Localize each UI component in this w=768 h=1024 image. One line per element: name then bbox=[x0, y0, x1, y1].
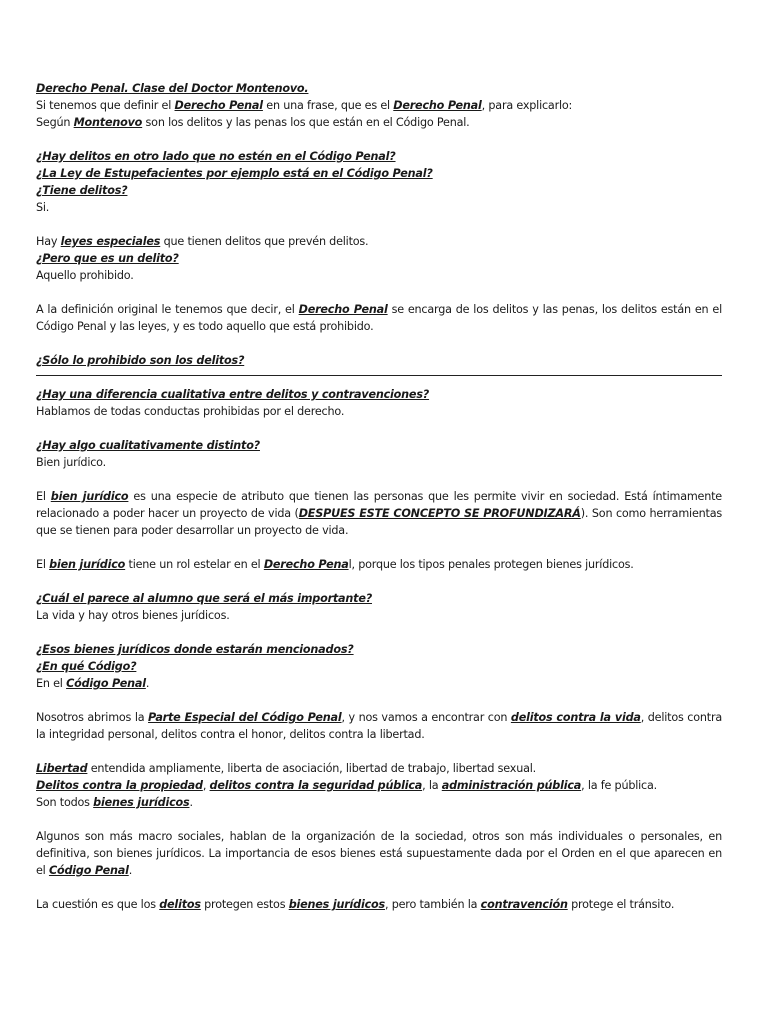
paragraph: Son todos bienes jurídicos. bbox=[36, 796, 193, 809]
document-page bbox=[36, 80, 722, 913]
paragraph: Algunos son más macro sociales, hablan de la organización de la sociedad, otros son más individuales o personales, en definitiva, son bienes jurídicos. La importancia de esos bienes está supuestamente dada por el Orden en el que aparecen en el Código Penal. bbox=[36, 830, 722, 877]
question: ¿En qué Código? bbox=[36, 660, 137, 673]
answer: Bien jurídico. bbox=[36, 456, 106, 469]
question: ¿Tiene delitos? bbox=[36, 184, 128, 197]
paragraph: Libertad entendida ampliamente, liberta de asociación, libertad de trabajo, libertad sexual. bbox=[36, 762, 537, 775]
paragraph: En el Código Penal. bbox=[36, 677, 150, 690]
paragraph: Hay leyes especiales que tienen delitos que prevén delitos. bbox=[36, 235, 369, 248]
paragraph: El bien jurídico tiene un rol estelar en el Derecho Penal, porque los tipos penales protegen bienes jurídicos. bbox=[36, 558, 634, 571]
answer: Si. bbox=[36, 201, 50, 214]
paragraph: Según Montenovo son los delitos y las penas los que están en el Código Penal. bbox=[36, 116, 470, 129]
question: ¿Cuál el parece al alumno que será el más importante? bbox=[36, 592, 372, 605]
paragraph: Delitos contra la propiedad, delitos contra la seguridad pública, la administración pública, la fe pública. bbox=[36, 779, 658, 792]
document-title: Derecho Penal. Clase del Doctor Montenovo. bbox=[36, 82, 309, 95]
paragraph: Nosotros abrimos la Parte Especial del Código Penal, y nos vamos a encontrar con delitos contra la vida, delitos contra la integridad personal, delitos contra el honor, delitos contra la libertad. bbox=[36, 711, 723, 741]
question: ¿Pero que es un delito? bbox=[36, 252, 179, 265]
answer: Hablamos de todas conductas prohibidas por el derecho. bbox=[36, 405, 345, 418]
paragraph: El bien jurídico es una especie de atributo que tienen las personas que les permite vivir en sociedad. Está íntimamente relacionado a poder hacer un proyecto de vida (DESPUES ESTE CONCEPTO SE PROFUNDIZARÁ). Son como herramientas que se tienen para poder desarrollar un proyecto de vida. bbox=[36, 490, 722, 537]
paragraph: La cuestión es que los delitos protegen estos bienes jurídicos, pero también la contravención protege el tránsito. bbox=[36, 898, 675, 911]
question: ¿Hay delitos en otro lado que no estén en el Código Penal? bbox=[36, 150, 396, 163]
horizontal-rule bbox=[36, 375, 722, 376]
answer: Aquello prohibido. bbox=[36, 269, 134, 282]
question: ¿La Ley de Estupefacientes por ejemplo está en el Código Penal? bbox=[36, 167, 433, 180]
paragraph: Si tenemos que definir el Derecho Penal en una frase, que es el Derecho Penal, para explicarlo: bbox=[36, 99, 573, 112]
question: ¿Sólo lo prohibido son los delitos? bbox=[36, 354, 245, 367]
answer: La vida y hay otros bienes jurídicos. bbox=[36, 609, 230, 622]
question: ¿Hay una diferencia cualitativa entre delitos y contravenciones? bbox=[36, 388, 430, 401]
question: ¿Hay algo cualitativamente distinto? bbox=[36, 439, 260, 452]
paragraph: A la definición original le tenemos que decir, el Derecho Penal se encarga de los delitos y las penas, los delitos están en el Código Penal y las leyes, y es todo aquello que está prohibido. bbox=[36, 303, 722, 333]
question: ¿Esos bienes jurídicos donde estarán mencionados? bbox=[36, 643, 354, 656]
